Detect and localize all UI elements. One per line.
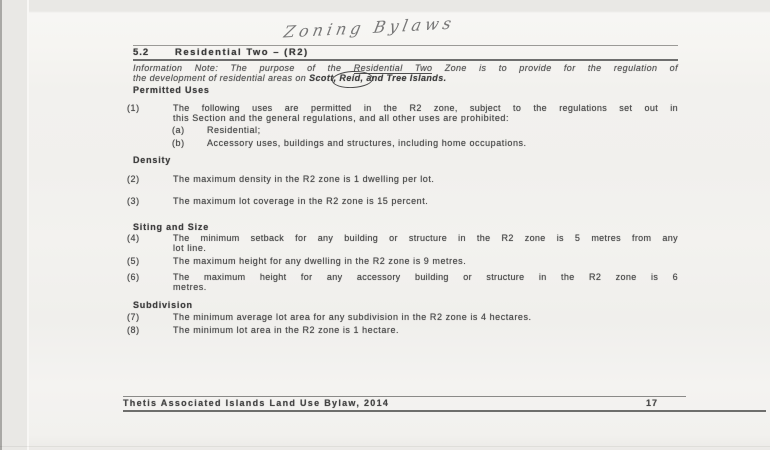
clause-text: The maximum density in the R2 zone is 1 dwelling per lot.	[173, 174, 435, 184]
section-number: 5.2	[133, 47, 150, 58]
clause-number: (1)	[127, 103, 140, 113]
clause-text: Residential;	[207, 125, 261, 135]
info-note-text: Information Note: The purpose of the	[133, 63, 354, 73]
footer-page-number: 17	[646, 398, 659, 408]
circle-annotation: Reid,	[339, 72, 364, 83]
clause-7	[127, 313, 680, 323]
clause-text: The minimum setback for any building or structure in the R2 zone is 5 metres from any	[173, 233, 678, 243]
heading-rule-bottom	[133, 59, 678, 61]
island-names-bold: and Tree Islands.	[366, 72, 447, 83]
clause-text: The following uses are permitted in the R2 zone, subject to the regulations set out in	[173, 103, 678, 113]
section-title: Residential Two – (R2)	[175, 47, 309, 58]
clause-4	[127, 234, 680, 253]
clause-text: The maximum height for any accessory building or structure in the R2 zone is 6	[173, 272, 678, 282]
clause-text: The minimum lot area in the R2 zone is 1 hectare.	[173, 325, 400, 335]
clause-1	[127, 104, 680, 123]
clause-text: The minimum average lot area for any subdivision in the R2 zone is 4 hectares.	[173, 312, 532, 322]
clause-text: metres.	[173, 281, 207, 292]
heading-density: Density	[133, 155, 172, 165]
clause-number: (2)	[127, 174, 140, 184]
clause-number: (3)	[127, 196, 140, 206]
clause-text: lot line.	[173, 242, 207, 253]
footer-document-title: Thetis Associated Islands Land Use Bylaw, 2014	[123, 398, 390, 408]
handwritten-annotation: Zoning Bylaws	[282, 13, 457, 42]
clause-letter: (a)	[172, 125, 185, 135]
clause-number: (5)	[127, 256, 140, 266]
clause-8	[127, 326, 680, 336]
heading-subdivision: Subdivision	[133, 300, 193, 310]
clause-number: (8)	[127, 325, 140, 335]
clause-text: Accessory uses, buildings and structures, including home occupations.	[207, 138, 527, 148]
clause-3	[127, 197, 680, 207]
clause-text: The maximum lot coverage in the R2 zone is 15 percent.	[173, 196, 429, 206]
page-bottom-seam	[0, 446, 770, 447]
clause-1b	[127, 139, 680, 149]
clause-5	[127, 257, 680, 267]
island-names-bold: Scott,	[309, 72, 337, 83]
clause-number: (7)	[127, 312, 140, 322]
info-note-text: the development of residential areas on	[133, 72, 310, 83]
info-note-line2	[133, 74, 678, 84]
page-edge-strip	[2, 0, 29, 450]
heading-rule-top	[133, 45, 678, 46]
clause-number: (6)	[127, 272, 140, 282]
clause-letter: (b)	[172, 138, 185, 148]
footer-rule-top	[123, 396, 686, 397]
heading-siting-and-size: Siting and Size	[133, 222, 210, 232]
info-note-text: Zone is to provide for the regulation of	[432, 63, 678, 73]
clause-6	[127, 273, 680, 292]
heading-permitted-uses: Permitted Uses	[133, 85, 210, 95]
footer-rule-bottom	[123, 410, 766, 412]
clause-number: (4)	[127, 233, 140, 243]
clause-text: this Section and the general regulations, and all other uses are prohibited:	[173, 112, 509, 123]
clause-text: The maximum height for any dwelling in the R2 zone is 9 metres.	[173, 256, 467, 266]
clause-1a	[127, 126, 680, 136]
underline-annotation: Residential Two	[353, 63, 433, 73]
clause-2	[127, 175, 680, 185]
